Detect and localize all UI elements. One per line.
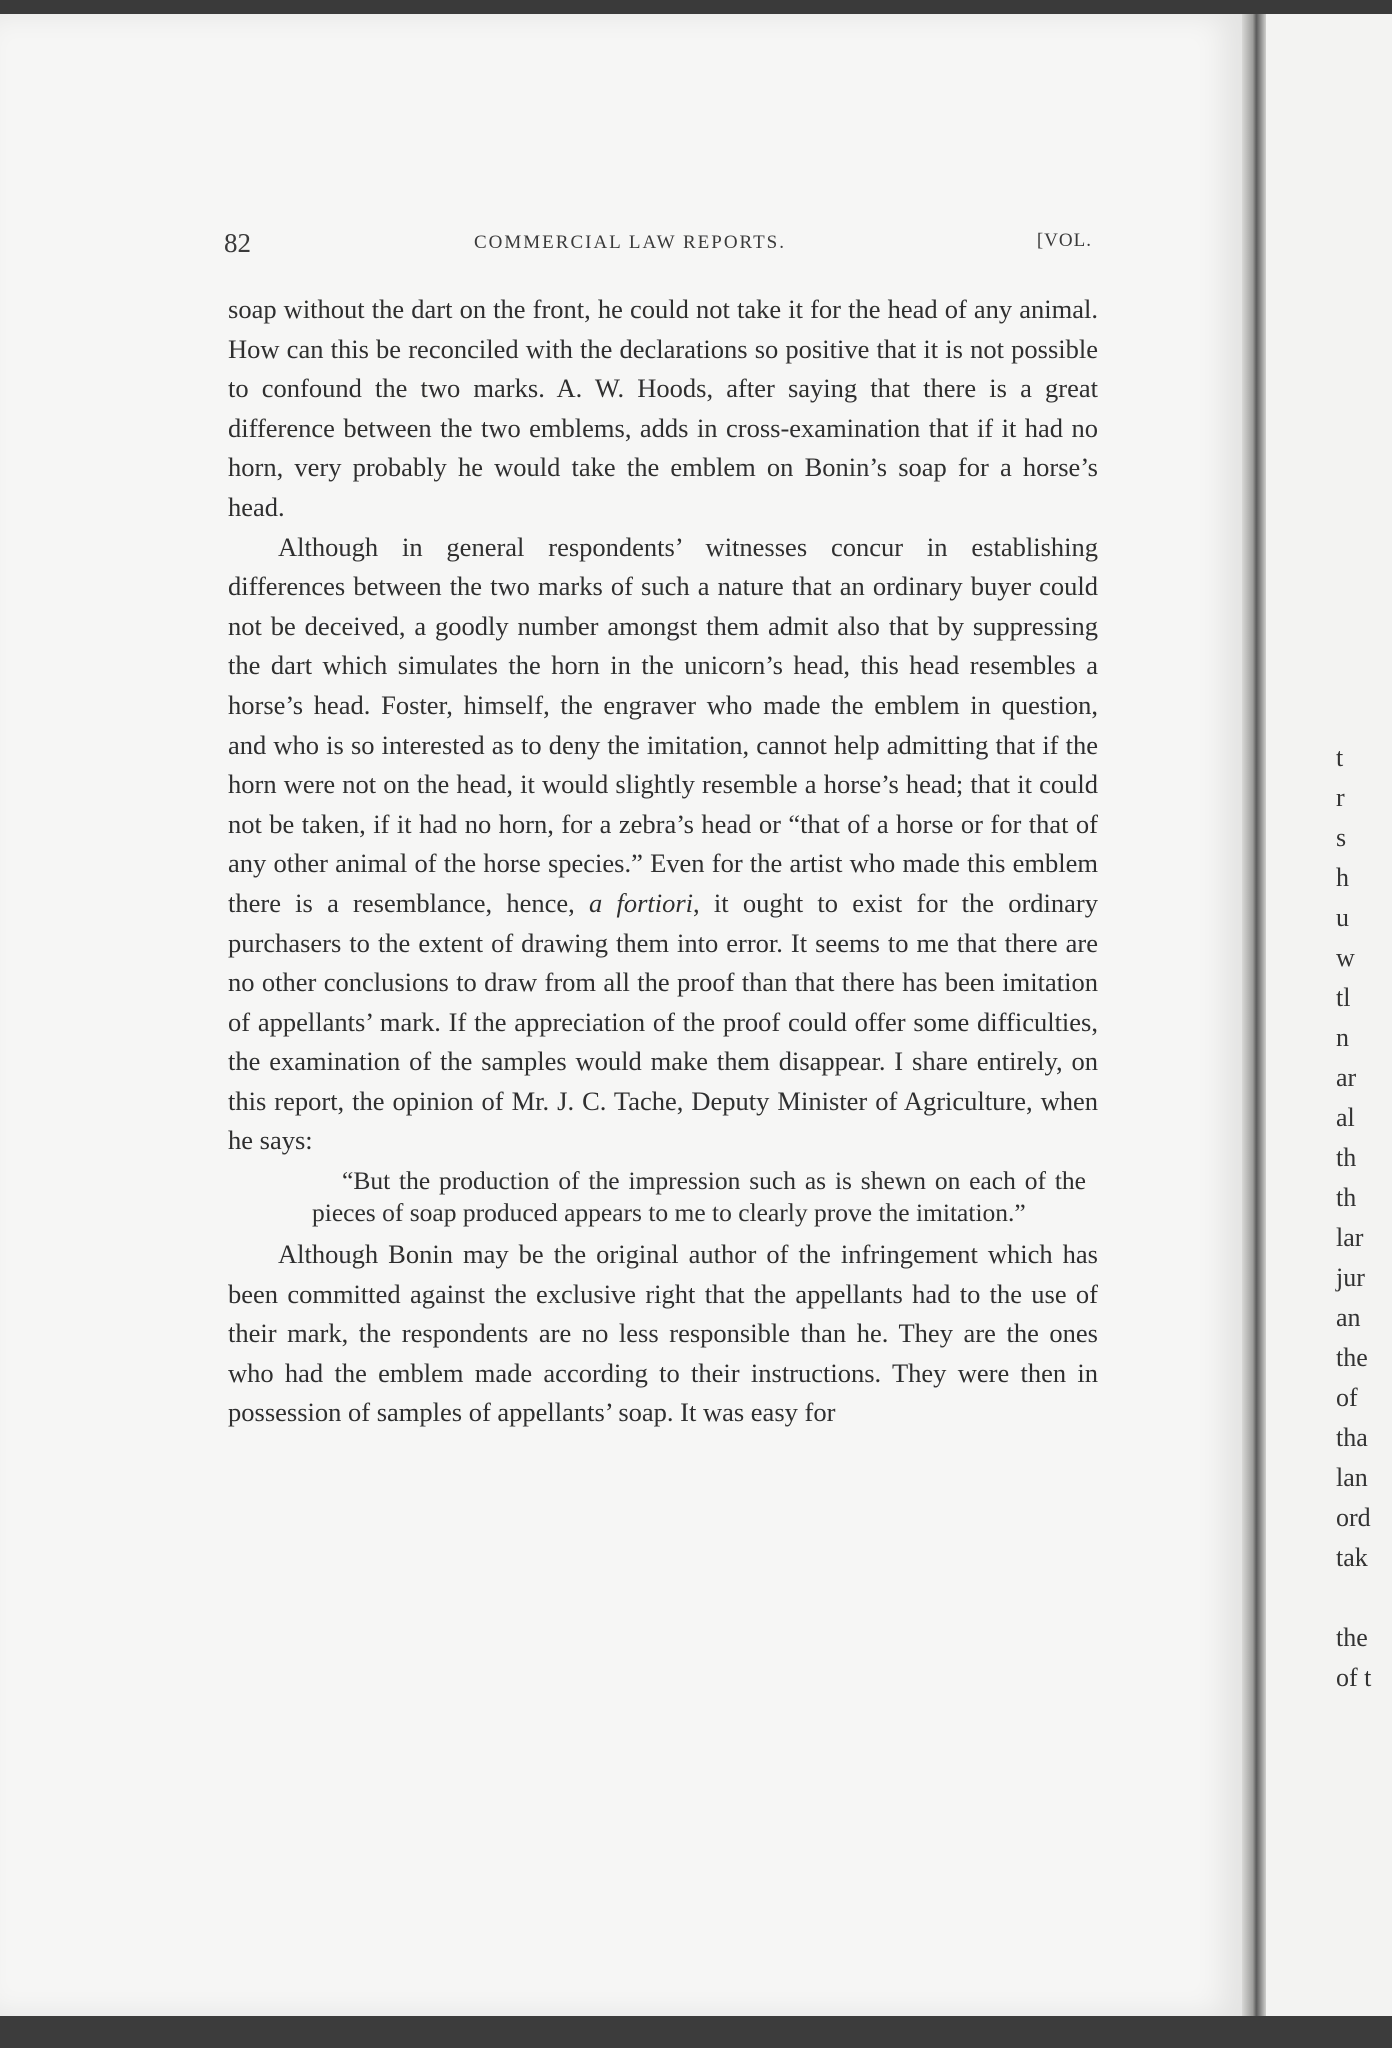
paragraph-text: Although in general respondents’ witnesses concur in establishing differences between the two marks of such a nature that an ordinary buyer could not be deceived, a goodly number amongst them admit also that by suppressing the dart which simulates the horn in the unicorn’s head, this head resembles a horse’s head. Foster, himself, the engraver who made the emblem in question, and who is so interested as to deny the imitation, cannot help admitting that if the horn were not on the head, it would slightly resemble a horse’s head; that it could not be taken, if it had no horn, for a zebra’s head or “that of a horse or for that of any other animal of the horse species.” Even for the artist who made this emblem there is a resemblance, hence, [228,531,1098,918]
block-quote [312,1161,1086,1235]
facing-page-fragment: u [1336,903,1349,932]
latin-phrase: a fortiori [588,887,694,918]
facing-page-fragment: lar [1336,1223,1364,1252]
facing-page-fragment: jur [1336,1263,1365,1292]
facing-page-fragment: w [1336,943,1355,972]
facing-page-fragment: h [1336,863,1349,892]
facing-page-fragment: an [1336,1303,1361,1332]
facing-page-fragment: tl [1336,983,1351,1012]
facing-page-fragment: the [1336,1623,1368,1652]
facing-page-fragment: r [1336,783,1345,812]
facing-page-fragment: al [1336,1103,1355,1132]
facing-page-fragment: ord [1336,1503,1371,1532]
paragraph-bonin-infringement: Although Bonin may be the original author of the infringement which has been committed against the exclusive right that the appellants had to the use of their mark, the respondents are no less responsible than he. They are the ones who had the emblem made according to their instructions. They were then in possession of samples of appellants’ soap. It was easy for [228,1239,1098,1428]
body-text [228,290,1098,1433]
facing-page-fragment: n [1336,1023,1349,1052]
facing-page-fragment: th [1336,1143,1357,1172]
paragraph-continuation: soap without the dart on the front, he could not take it for the head of any animal. How can this be reconciled with the declarations so positive that it is not possible to confound the two marks. A. W. Hoods, after saying that there is a great difference between the two emblems, adds in cross-examination that if it had no horn, very probably he would take the emblem on Bonin’s soap for a horse’s head. [228,294,1098,522]
facing-page-fragment: tak [1336,1543,1368,1572]
facing-page-fragment: t [1336,743,1344,772]
scan-border-bottom [0,2016,1392,2048]
facing-page-fragment: s [1336,823,1347,852]
facing-page-fragment: of [1336,1383,1358,1412]
facing-page-fragment: tha [1336,1423,1368,1452]
running-title: COMMERCIAL LAW REPORTS. [474,232,786,253]
book-gutter [1242,14,1266,2016]
scan-border-top [0,0,1392,14]
facing-page-fragment: the [1336,1343,1368,1372]
facing-page-fragment: of t [1336,1663,1372,1692]
facing-page-fragment: th [1336,1183,1357,1212]
quote-text: “But the production of the impression such as is shewn on each of the pieces of soap produced appears to me to clearly prove the imitation.” [312,1166,1086,1228]
page-number: 82 [224,228,251,258]
facing-page-fragment: lan [1336,1463,1368,1492]
paragraph-respondents-witnesses [228,528,1098,1162]
paragraph-text: , it ought to exist for the ordinary purchasers to the extent of drawing them into error. It seems to me that there are no other conclusions to draw from all the proof than that there has been imitation of appellants’ mark. If the appreciation of the proof could offer some difficulties, the examination of the samples would make them disappear. I share entirely, on this report, the opinion of Mr. J. C. Tache, Deputy Minister of Agriculture, when he says: [228,887,1099,1156]
page-header [224,228,1092,268]
facing-page-fragment: ar [1336,1063,1357,1092]
volume-mark: [VOL. [1036,230,1092,251]
